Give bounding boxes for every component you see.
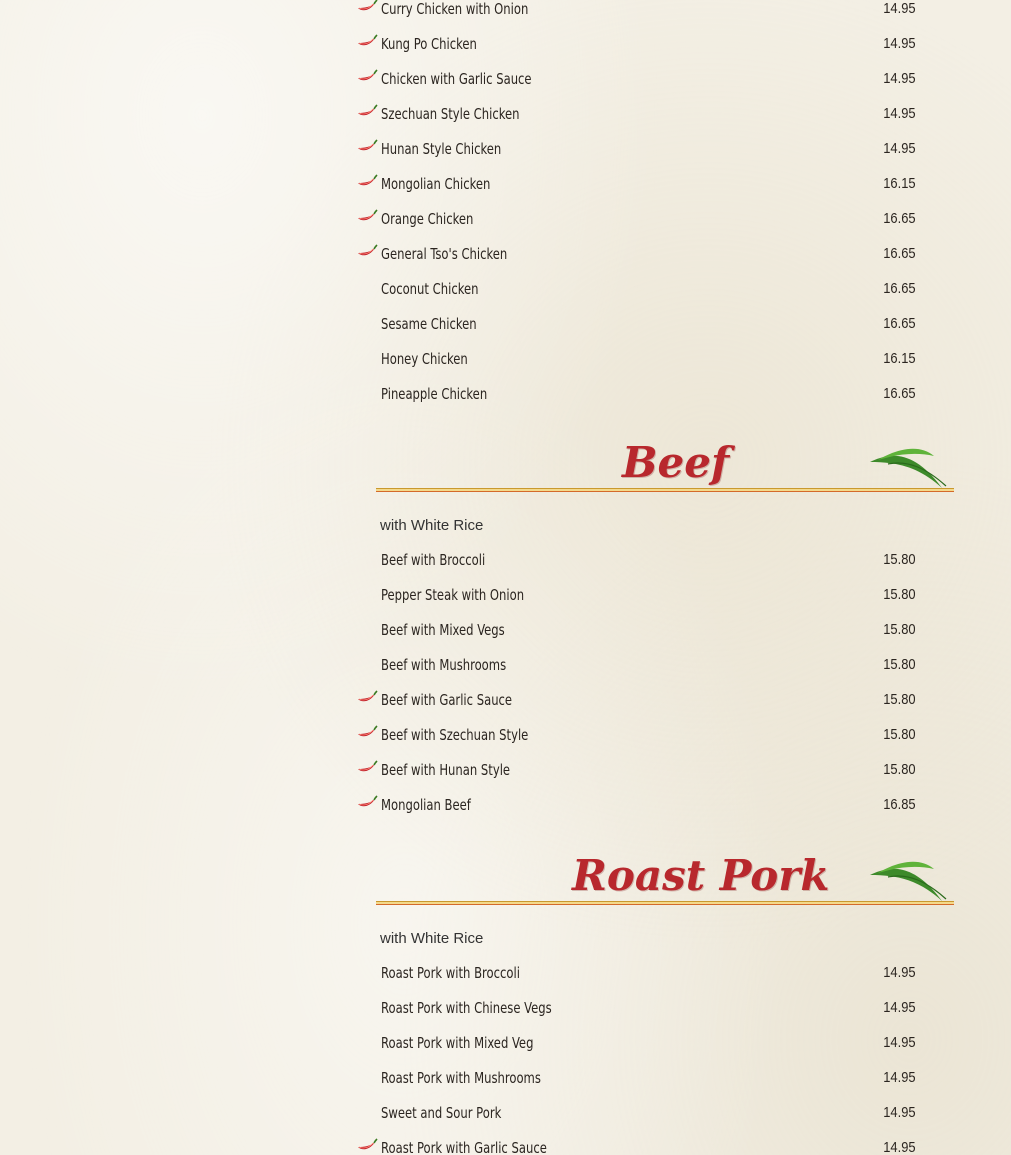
menu-item-price: 14.95 — [883, 35, 916, 52]
menu-item — [356, 34, 916, 60]
menu-item — [356, 690, 916, 716]
menu-item — [356, 655, 916, 681]
beef-rice-note: with White Rice — [380, 517, 484, 534]
menu-item — [356, 998, 916, 1024]
roast-pork-section-header — [376, 849, 954, 909]
menu-item — [356, 585, 916, 611]
menu-item-price: 16.65 — [883, 315, 916, 332]
menu-item-name: Beef with Mixed Vegs — [381, 621, 505, 639]
menu-item-price: 14.95 — [883, 140, 916, 157]
menu-item-name: Pepper Steak with Onion — [381, 586, 525, 604]
menu-item-price: 14.95 — [883, 964, 916, 981]
menu-item-name: Mongolian Chicken — [381, 175, 491, 193]
menu-item-price: 15.80 — [883, 726, 916, 743]
menu-item-price: 16.65 — [883, 210, 916, 227]
chili-pepper-icon — [356, 1138, 378, 1152]
menu-item-price: 14.95 — [883, 999, 916, 1016]
menu-item — [356, 279, 916, 305]
bamboo-leaf-icon — [868, 855, 950, 903]
section-title-roast-pork: Roast Pork — [572, 851, 830, 900]
section-divider — [376, 488, 954, 492]
menu-item — [356, 1033, 916, 1059]
menu-item — [356, 69, 916, 95]
menu-item-name: Pineapple Chicken — [381, 385, 488, 403]
menu-item-price: 14.95 — [883, 70, 916, 87]
menu-item-name: Honey Chicken — [381, 350, 468, 368]
chili-pepper-icon — [356, 104, 378, 118]
menu-item-name: Curry Chicken with Onion — [381, 0, 529, 18]
menu-item-price: 16.65 — [883, 385, 916, 402]
menu-item-name: Coconut Chicken — [381, 280, 479, 298]
bamboo-leaf-icon — [868, 442, 950, 490]
menu-item-name: General Tso's Chicken — [381, 245, 508, 263]
chili-pepper-icon — [356, 690, 378, 704]
menu-item-price: 15.80 — [883, 586, 916, 603]
menu-item-price: 15.80 — [883, 656, 916, 673]
menu-item-name: Beef with Garlic Sauce — [381, 691, 513, 709]
menu-item-name: Beef with Broccoli — [381, 551, 486, 569]
menu-item-name: Roast Pork with Mushrooms — [381, 1069, 541, 1087]
menu-item — [356, 1138, 916, 1155]
menu-item-name: Kung Po Chicken — [381, 35, 477, 53]
menu-item — [356, 1103, 916, 1129]
menu-item — [356, 760, 916, 786]
menu-item-name: Sesame Chicken — [381, 315, 477, 333]
menu-item-price: 14.95 — [883, 1069, 916, 1086]
menu-item — [356, 725, 916, 751]
menu-item-price: 15.80 — [883, 761, 916, 778]
menu-item-name: Beef with Szechuan Style — [381, 726, 529, 744]
menu-item-name: Sweet and Sour Pork — [381, 1104, 502, 1122]
menu-item-price: 14.95 — [883, 1104, 916, 1121]
menu-item — [356, 620, 916, 646]
menu-item-name: Roast Pork with Mixed Veg — [381, 1034, 534, 1052]
chili-pepper-icon — [356, 34, 378, 48]
beef-section-header — [376, 436, 954, 496]
menu-item-price: 16.15 — [883, 175, 916, 192]
chili-pepper-icon — [356, 760, 378, 774]
menu-item — [356, 384, 916, 410]
section-divider — [376, 901, 954, 905]
chili-pepper-icon — [356, 725, 378, 739]
menu-item-price: 14.95 — [883, 1139, 916, 1155]
menu-item — [356, 349, 916, 375]
menu-item-name: Orange Chicken — [381, 210, 474, 228]
chili-pepper-icon — [356, 0, 378, 13]
menu-item — [356, 174, 916, 200]
menu-item — [356, 139, 916, 165]
menu-item — [356, 244, 916, 270]
menu-item-name: Roast Pork with Chinese Vegs — [381, 999, 552, 1017]
menu-item — [356, 0, 916, 25]
menu-item-name: Hunan Style Chicken — [381, 140, 502, 158]
menu-item — [356, 963, 916, 989]
chili-pepper-icon — [356, 209, 378, 223]
menu-item-name: Roast Pork with Garlic Sauce — [381, 1139, 547, 1155]
menu-item-price: 14.95 — [883, 1034, 916, 1051]
menu-item-price: 15.80 — [883, 691, 916, 708]
chili-pepper-icon — [356, 244, 378, 258]
menu-item — [356, 209, 916, 235]
menu-item-price: 16.65 — [883, 280, 916, 297]
menu-item-price: 14.95 — [883, 0, 916, 17]
menu-item-name: Beef with Hunan Style — [381, 761, 511, 779]
chili-pepper-icon — [356, 174, 378, 188]
chili-pepper-icon — [356, 795, 378, 809]
menu-item-price: 14.95 — [883, 105, 916, 122]
menu-item-price: 15.80 — [883, 551, 916, 568]
menu-item — [356, 104, 916, 130]
menu-item-name: Roast Pork with Broccoli — [381, 964, 520, 982]
menu-item-name: Mongolian Beef — [381, 796, 471, 814]
section-title-beef: Beef — [622, 438, 730, 487]
chili-pepper-icon — [356, 139, 378, 153]
roast-pork-rice-note: with White Rice — [380, 930, 484, 947]
menu-item — [356, 314, 916, 340]
menu-item-name: Szechuan Style Chicken — [381, 105, 520, 123]
menu-item-name: Chicken with Garlic Sauce — [381, 70, 532, 88]
chili-pepper-icon — [356, 69, 378, 83]
menu-item-price: 16.85 — [883, 796, 916, 813]
menu-item-name: Beef with Mushrooms — [381, 656, 507, 674]
menu-item — [356, 1068, 916, 1094]
menu-item-price: 16.65 — [883, 245, 916, 262]
menu-item-price: 15.80 — [883, 621, 916, 638]
menu-item — [356, 550, 916, 576]
menu-item — [356, 795, 916, 821]
menu-item-price: 16.15 — [883, 350, 916, 367]
